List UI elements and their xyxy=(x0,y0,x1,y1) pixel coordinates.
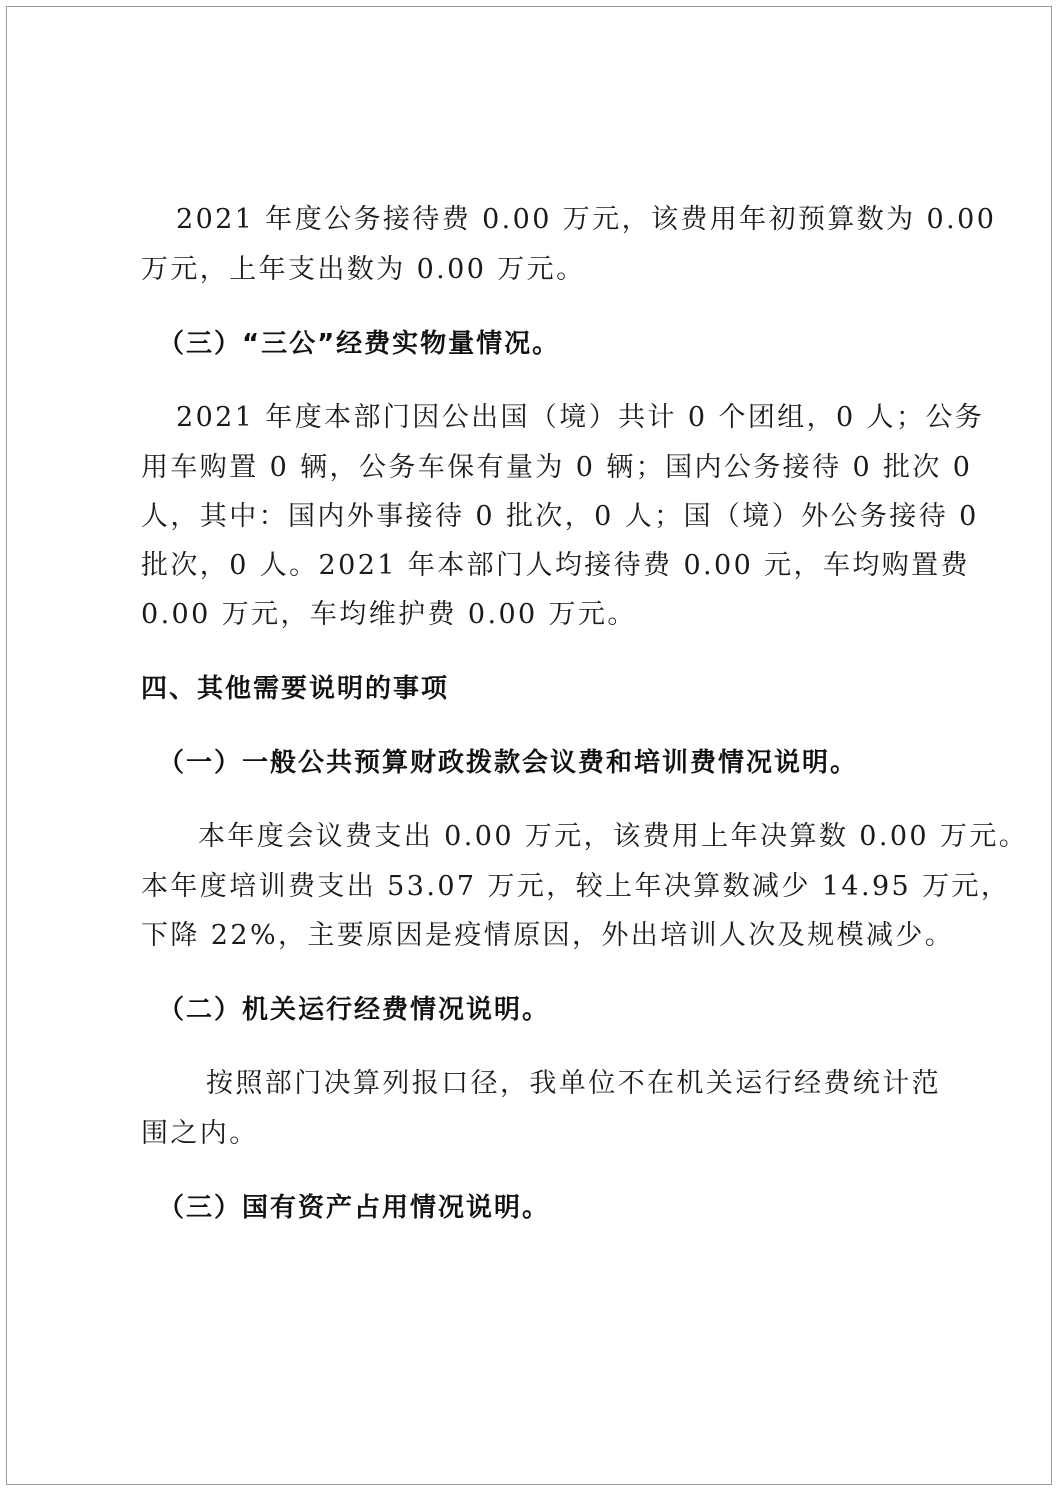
paragraph-physical-line-5: 0.00 万元，车均维护费 0.00 万元。 xyxy=(141,599,637,630)
paragraph-physical-line-2: 用车购置 0 辆，公务车保有量为 0 辆；国内公务接待 0 批次 0 xyxy=(141,452,973,483)
paragraph-operating-expenses-line-1: 按照部门决算列报口径，我单位不在机关运行经费统计范 xyxy=(206,1068,941,1099)
paragraph-meeting-training-line-3: 下降 22%，主要原因是疫情原因，外出培训人次及规模减少。 xyxy=(141,920,955,951)
heading-san-gong-physical: （三）“三公”经费实物量情况。 xyxy=(158,329,561,359)
paragraph-meeting-training-line-2: 本年度培训费支出 53.07 万元，较上年决算数减少 14.95 万元， xyxy=(141,871,1011,902)
heading-section-4: 四、其他需要说明的事项 xyxy=(141,674,450,704)
heading-meeting-training: （一）一般公共预算财政拨款会议费和培训费情况说明。 xyxy=(158,748,859,778)
paragraph-physical-line-3: 人，其中：国内外事接待 0 批次，0 人；国（境）外公务接待 0 xyxy=(141,501,979,532)
heading-operating-expenses: （二）机关运行经费情况说明。 xyxy=(158,995,551,1025)
paragraph-reception-fee-line-2: 万元，上年支出数为 0.00 万元。 xyxy=(141,254,586,285)
paragraph-physical-line-4: 批次，0 人。2021 年本部门人均接待费 0.00 元，车均购置费 xyxy=(141,550,970,581)
paragraph-reception-fee-line-1: 2021 年度公务接待费 0.00 万元，该费用年初预算数为 0.00 xyxy=(176,204,997,235)
paragraph-physical-line-1: 2021 年度本部门因公出国（境）共计 0 个团组，0 人；公务 xyxy=(176,402,985,433)
paragraph-meeting-training-line-1: 本年度会议费支出 0.00 万元，该费用上年决算数 0.00 万元。 xyxy=(198,821,1029,852)
paragraph-operating-expenses-line-2: 围之内。 xyxy=(141,1118,259,1149)
heading-state-assets: （三）国有资产占用情况说明。 xyxy=(158,1193,551,1223)
